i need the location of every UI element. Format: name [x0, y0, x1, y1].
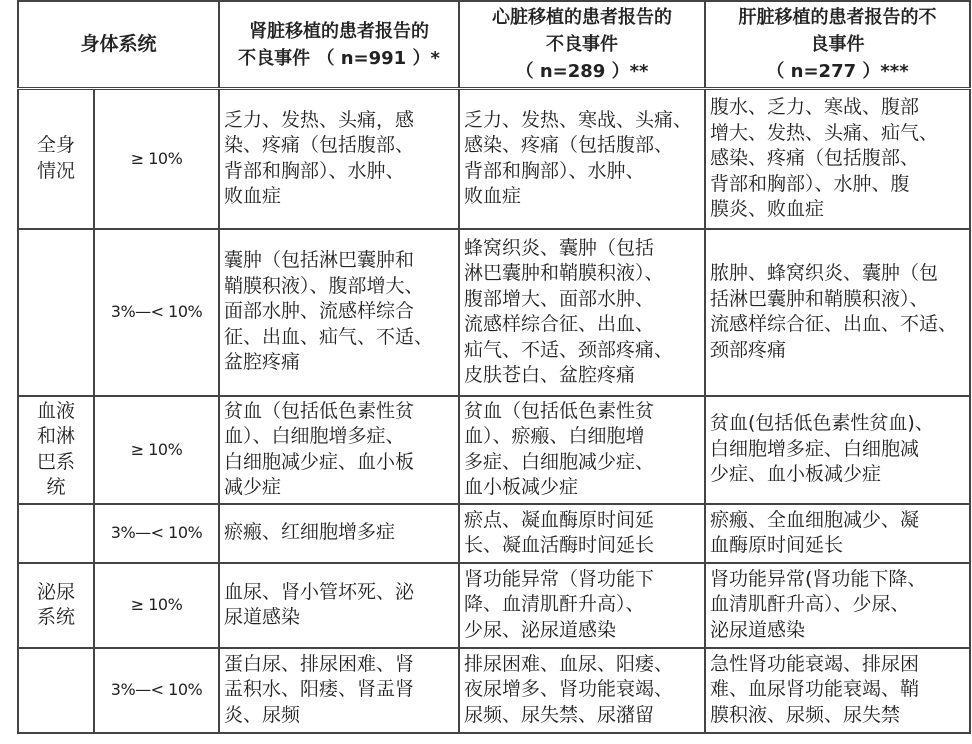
heart-events-cell: 排尿困难、血尿、阳痿、 夜尿增多、肾功能衰竭、 尿频、尿失禁、尿潴留 — [459, 648, 705, 733]
kidney-events-cell: 囊肿（包括淋巴囊肿和 鞘膜积液）、腹部增大、 面部水肿、流感样综合 征、出血、疝气、不适、 盆腔疼痛 — [219, 229, 459, 396]
body-system-cell — [18, 648, 94, 733]
liver-events-cell: 脓肿、蜂窝织炎、囊肿（包 括淋巴囊肿和鞘膜积液）、 流感样综合征、出血、不适、 颈部疼痛 — [705, 229, 970, 396]
heart-events-cell: 瘀点、凝血酶原时间延 长、凝血活酶时间延长 — [459, 504, 705, 563]
heart-events-cell: 贫血（包括低色素性贫 血）、瘀瘢、白细胞增 多症、白细胞减少症、 血小板减少症 — [459, 396, 705, 504]
body-system-cell: 血液 和淋 巴系 统 — [18, 396, 94, 504]
table-row — [18, 89, 970, 229]
table-row — [18, 504, 970, 563]
body-system-cell — [18, 229, 94, 396]
liver-events-cell: 贫血(包括低色素性贫血)、 白细胞增多症、白细胞减 少症、血小板减少症 — [705, 396, 970, 504]
frequency-cell: 3%—< 10% — [94, 229, 219, 396]
body-system-cell — [18, 504, 94, 563]
body-system-cell: 全身 情况 — [18, 89, 94, 229]
header-liver: 肝脏移植的患者报告的不 良事件 （ n=277 ）*** — [705, 1, 970, 89]
frequency-cell: ≥ 10% — [94, 396, 219, 504]
header-kidney: 肾脏移植的患者报告的 不良事件 （ n=991 ）* — [219, 1, 459, 89]
table-row — [18, 229, 970, 396]
table-row — [18, 396, 970, 504]
kidney-events-cell: 瘀瘢、红细胞增多症 — [219, 504, 459, 563]
frequency-cell: ≥ 10% — [94, 563, 219, 648]
body-system-cell: 泌尿 系统 — [18, 563, 94, 648]
header-heart: 心脏移植的患者报告的 不良事件 （ n=289 ）** — [459, 1, 705, 89]
frequency-cell: 3%—< 10% — [94, 504, 219, 563]
kidney-events-cell: 蛋白尿、排尿困难、肾 盂积水、阳痿、肾盂肾 炎、尿频 — [219, 648, 459, 733]
kidney-events-cell: 血尿、肾小管坏死、泌 尿道感染 — [219, 563, 459, 648]
header-row — [18, 1, 970, 89]
kidney-events-cell: 贫血（包括低色素性贫 血）、白细胞增多症、 白细胞减少症、血小板 减少症 — [219, 396, 459, 504]
frequency-cell: 3%—< 10% — [94, 648, 219, 733]
heart-events-cell: 蜂窝织炎、囊肿（包括 淋巴囊肿和鞘膜积液）、 腹部增大、面部水肿、 流感样综合征、出血、 疝气、不适、颈部疼痛、 皮肤苍白、盆腔疼痛 — [459, 229, 705, 396]
liver-events-cell: 急性肾功能衰竭、排尿困 难、血尿肾功能衰竭、鞘 膜积液、尿频、尿失禁 — [705, 648, 970, 733]
table-row — [18, 563, 970, 648]
liver-events-cell: 肾功能异常(肾功能下降、 血清肌酐升高）、少尿、 泌尿道感染 — [705, 563, 970, 648]
frequency-cell: ≥ 10% — [94, 89, 219, 229]
heart-events-cell: 肾功能异常（肾功能下 降、血清肌酐升高）、 少尿、泌尿道感染 — [459, 563, 705, 648]
header-body-system: 身体系统 — [18, 1, 219, 89]
table-row — [18, 648, 970, 733]
heart-events-cell: 乏力、发热、寒战、头痛、 感染、疼痛（包括腹部、 背部和胸部）、水肿、 败血症 — [459, 89, 705, 229]
liver-events-cell: 瘀瘢、全血细胞减少、凝 血酶原时间延长 — [705, 504, 970, 563]
kidney-events-cell: 乏力、发热、头痛，感 染、疼痛（包括腹部、 背部和胸部）、水肿、 败血症 — [219, 89, 459, 229]
adverse-events-table — [17, 0, 971, 734]
liver-events-cell: 腹水、乏力、寒战、腹部 增大、发热、头痛、疝气、 感染、疼痛（包括腹部、 背部和胸部）、水肿、腹 膜炎、败血症 — [705, 89, 970, 229]
